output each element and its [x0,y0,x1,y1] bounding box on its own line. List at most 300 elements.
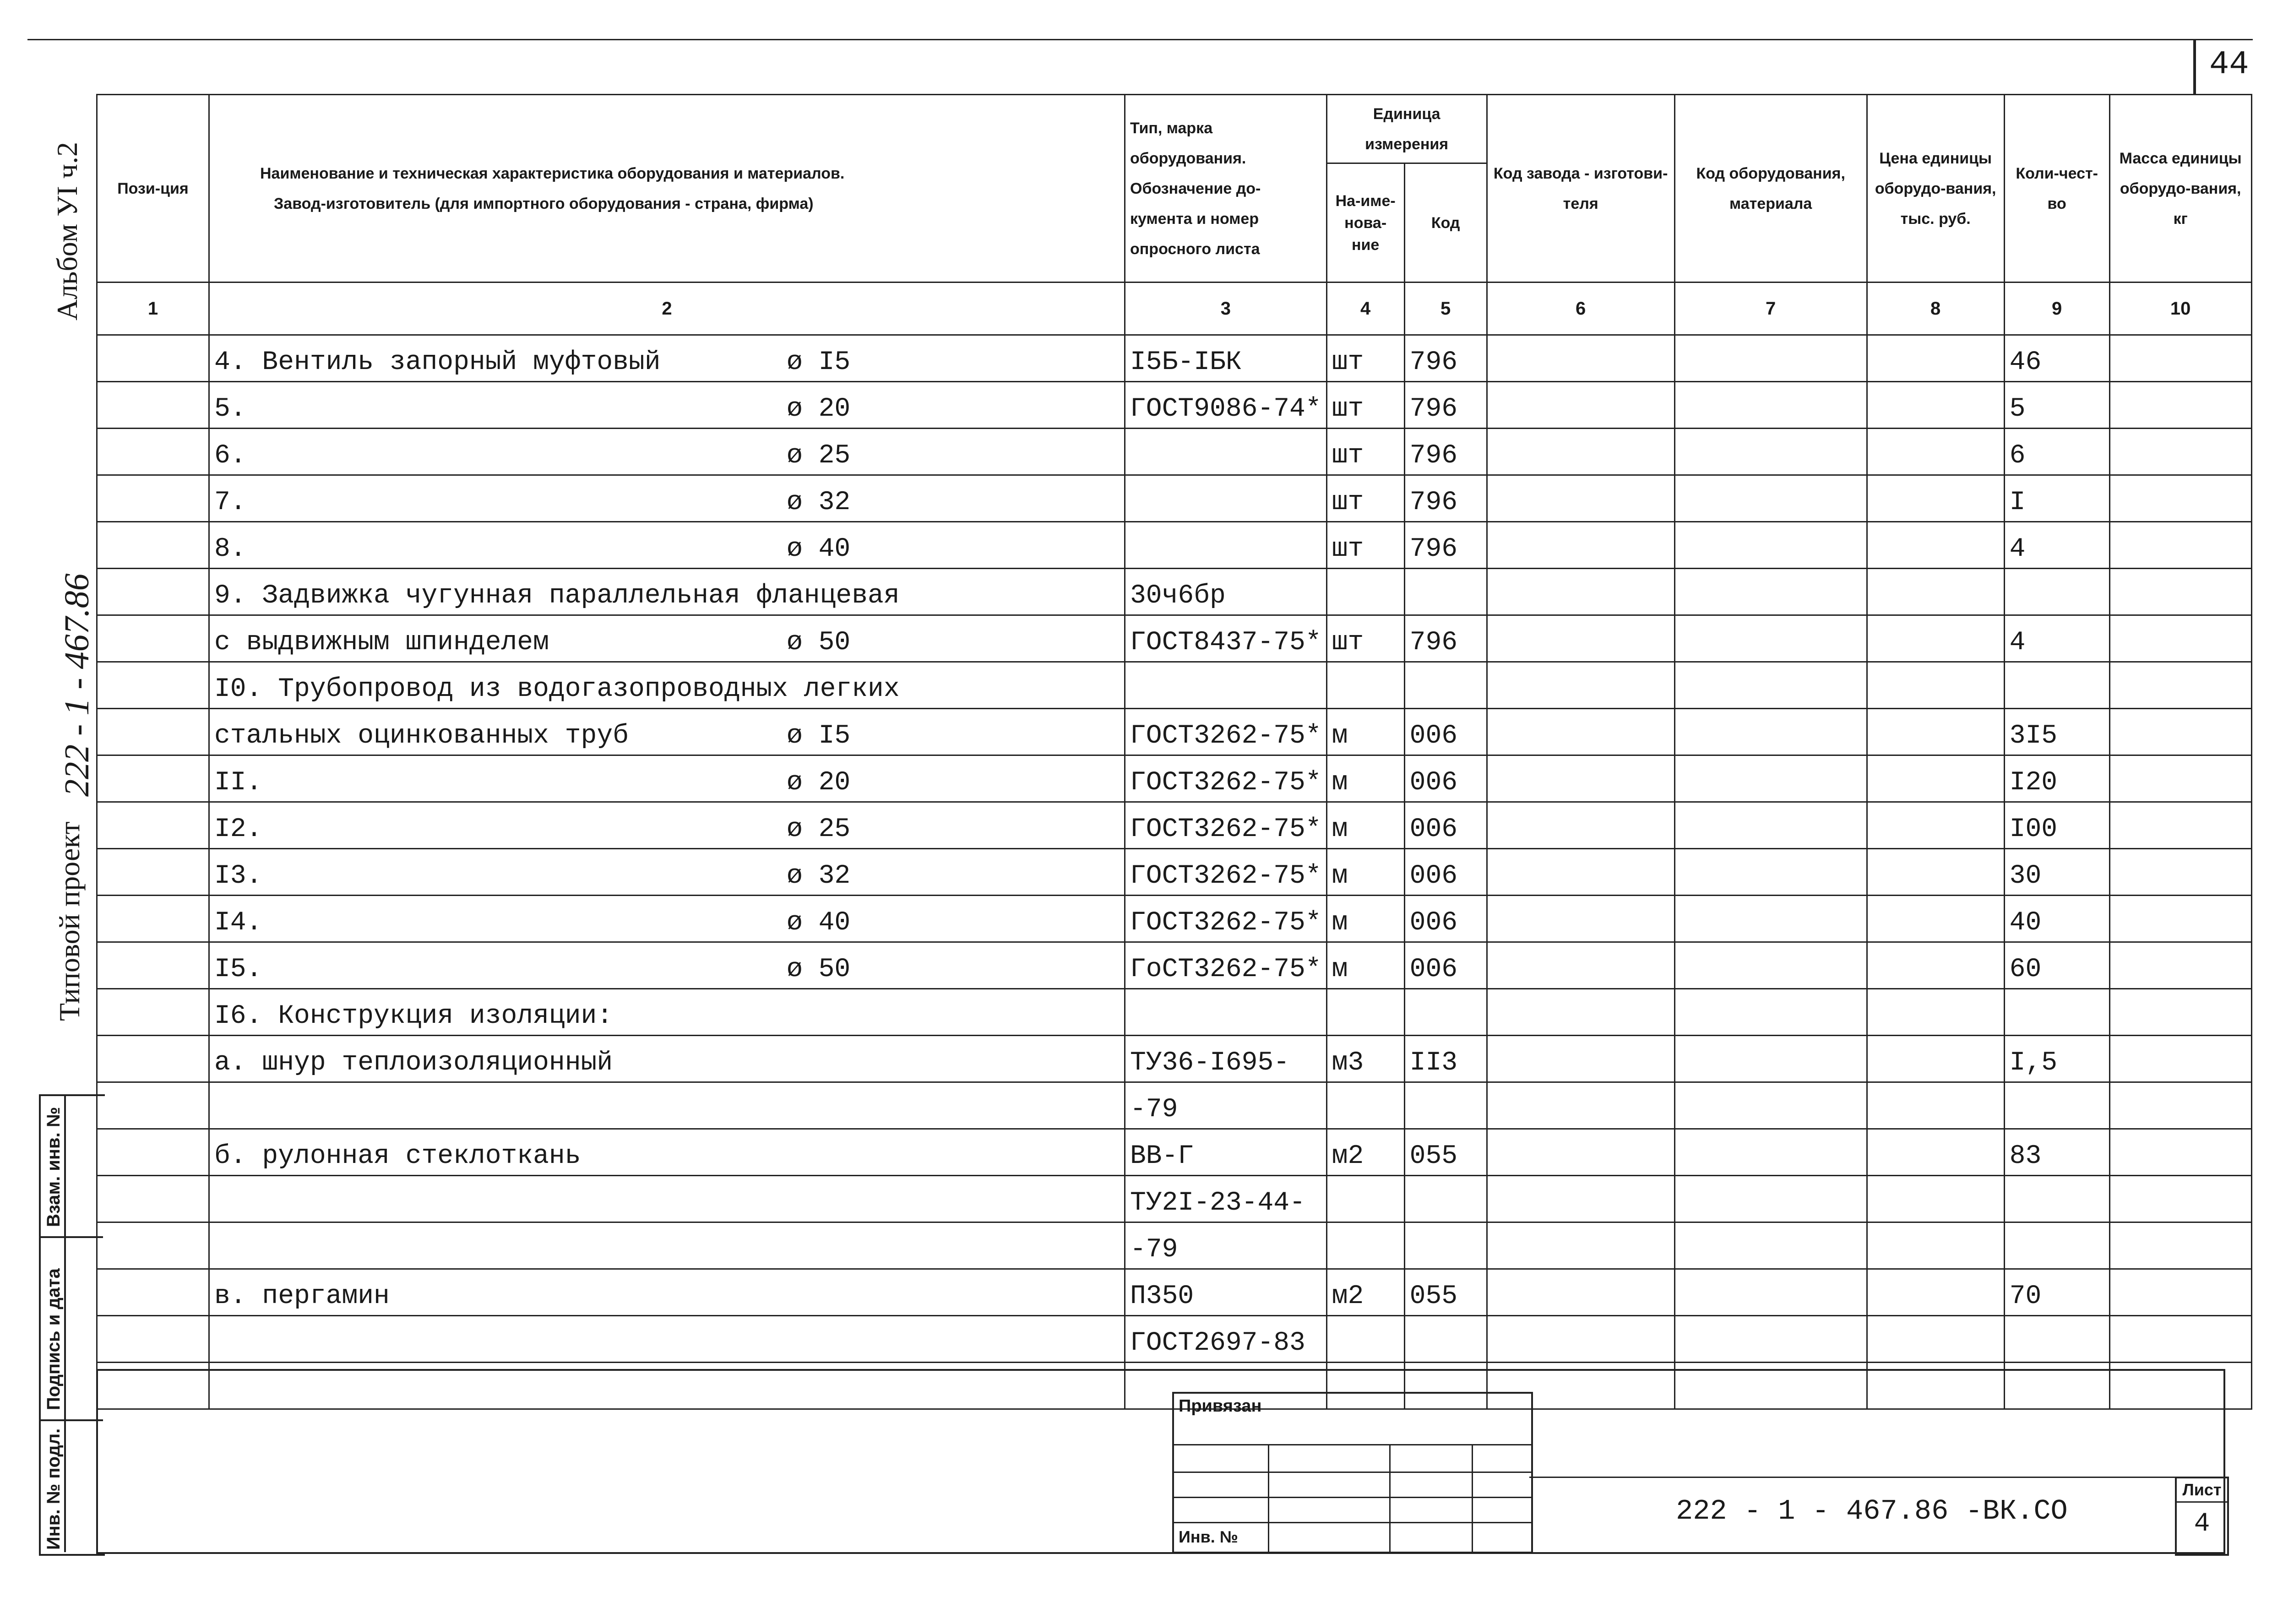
item-type: ТУ36-I695- [1125,1036,1327,1082]
item-type: I5Б-IБК [1125,335,1327,382]
item-unit: м [1326,755,1404,802]
item-name: I0. Трубопровод из водогазопроводных легких [214,674,900,704]
name-cell [209,475,1125,522]
table-cell [1674,849,1867,896]
table-cell [1867,569,2004,615]
page-number: 44 [2209,46,2249,83]
item-unit-code: 796 [1404,615,1487,662]
item-unit: шт [1326,382,1404,429]
table-row [97,662,2252,709]
table-cell [1487,849,1674,896]
table-cell [1674,429,1867,475]
item-name: I5. [214,955,262,984]
item-name: I3. [214,861,262,891]
table-cell [2109,1269,2251,1316]
item-type: ГОСТ3262-75* [1125,709,1327,755]
name-cell [209,755,1125,802]
table-cell [97,1269,209,1316]
item-type: ТУ2I-23-44- [1125,1176,1327,1222]
table-cell [1487,615,1674,662]
table-cell [1487,522,1674,569]
table-cell [97,615,209,662]
item-name: 9. Задвижка чугунная параллельная фланцевая [214,581,900,611]
table-cell [1487,1129,1674,1176]
table-cell [97,1222,209,1269]
item-unit-code: 006 [1404,942,1487,989]
header-equipment-code: Код оборудования, материала [1674,95,1867,282]
item-name: 4. Вентиль запорный муфтовый [214,348,661,377]
item-quantity: I00 [2004,802,2109,849]
item-quantity: 70 [2004,1269,2109,1316]
item-unit-code: 006 [1404,896,1487,942]
table-cell [97,522,209,569]
item-unit-code: 006 [1404,802,1487,849]
project-code-label: 222 - 1 - 467.86 [58,573,96,797]
table-cell [2109,1176,2251,1222]
header-unit: Единица измерения [1326,95,1487,163]
item-unit [1326,1316,1404,1363]
name-cell [209,802,1125,849]
item-unit-code: 006 [1404,755,1487,802]
item-quantity [2004,1222,2109,1269]
table-cell [97,709,209,755]
item-quantity: 30 [2004,849,2109,896]
table-row [97,1316,2252,1363]
name-cell [209,615,1125,662]
col-number: 10 [2109,282,2251,335]
table-cell [97,1176,209,1222]
col-number: 1 [97,282,209,335]
table-cell [97,1036,209,1082]
item-unit [1326,569,1404,615]
margin-stamp-divider [64,1094,66,1552]
table-cell [1674,1222,1867,1269]
table-cell [1674,1269,1867,1316]
table-cell [1487,802,1674,849]
stamp-signature-date: Подпись и дата [43,1268,64,1410]
item-unit: м [1326,896,1404,942]
item-unit-code: 796 [1404,382,1487,429]
sheet-box [2175,1477,2229,1556]
table-cell [2109,1082,2251,1129]
item-unit-code: 055 [1404,1129,1487,1176]
table-cell [2109,802,2251,849]
item-name: б. рулонная стеклоткань [214,1141,581,1171]
table-cell [2109,989,2251,1036]
grid-line [1174,1497,1531,1498]
table-cell [97,382,209,429]
item-name: стальных оцинкованных труб [214,721,629,751]
table-cell [1487,1222,1674,1269]
table-cell [97,755,209,802]
table-row [97,615,2252,662]
item-name: 6. [214,441,246,471]
privyazan-block [1172,1392,1533,1553]
stamp-replace-inv: Взам. инв. № [43,1107,64,1227]
table-cell [97,989,209,1036]
item-quantity [2004,1082,2109,1129]
col-number: 4 [1326,282,1404,335]
table-cell [97,1129,209,1176]
item-unit [1326,1176,1404,1222]
table-cell [1674,709,1867,755]
table-cell [1487,1316,1674,1363]
item-diameter: ø 50 [787,955,851,984]
col-number: 7 [1674,282,1867,335]
item-quantity: 6 [2004,429,2109,475]
grid-line [1472,1444,1473,1552]
grid-line [1174,1444,1531,1445]
table-cell [2109,662,2251,709]
item-quantity: 46 [2004,335,2109,382]
item-unit [1326,662,1404,709]
item-unit [1326,1082,1404,1129]
item-diameter: ø I5 [787,721,851,751]
header-price: Цена единицы оборудо-вания, тыс. руб. [1867,95,2004,282]
item-type: 30ч6бр [1125,569,1327,615]
table-cell [1674,615,1867,662]
table-cell [97,942,209,989]
table-cell [1867,662,2004,709]
item-type: ГОСТ2697-83 [1125,1316,1327,1363]
table-cell [1674,662,1867,709]
table-cell [1487,335,1674,382]
name-cell [209,1082,1125,1129]
table-cell [97,802,209,849]
table-cell [1867,615,2004,662]
name-cell [209,896,1125,942]
item-unit-code: 006 [1404,709,1487,755]
table-cell [2109,429,2251,475]
title-block-line [1529,1477,2175,1478]
table-cell [1674,522,1867,569]
table-cell [1867,989,2004,1036]
item-type: ГОСТ3262-75* [1125,849,1327,896]
privyazan-label: Привязан [1179,1396,1262,1416]
table-cell [2109,849,2251,896]
table-cell [97,569,209,615]
table-row [97,1222,2252,1269]
sheet-label: Лист [2177,1478,2227,1503]
item-name: 7. [214,488,246,517]
top-border-line [27,39,2253,40]
item-quantity: 40 [2004,896,2109,942]
name-cell [209,709,1125,755]
table-cell [1487,429,1674,475]
table-row [97,429,2252,475]
item-unit-code: 796 [1404,429,1487,475]
table-cell [1674,382,1867,429]
table-cell [1487,475,1674,522]
header-mass: Масса единицы оборудо-вания, кг [2109,95,2251,282]
sheet-number: 4 [2194,1509,2210,1539]
item-unit: шт [1326,522,1404,569]
table-cell [97,429,209,475]
table-row [97,1129,2252,1176]
table-cell [2109,896,2251,942]
item-name: II. [214,768,262,798]
table-row [97,849,2252,896]
name-cell [209,942,1125,989]
table-row [97,942,2252,989]
item-type: ГОСТ9086-74* [1125,382,1327,429]
item-unit: м2 [1326,1269,1404,1316]
stamp-separator [39,1419,103,1421]
name-cell [209,429,1125,475]
item-unit-code [1404,569,1487,615]
table-cell [1674,896,1867,942]
table-cell [1674,989,1867,1036]
item-name: I4. [214,908,262,938]
table-cell [1487,1269,1674,1316]
table-cell [1674,1316,1867,1363]
item-diameter: ø 20 [787,394,851,424]
table-cell [1487,1082,1674,1129]
table-cell [1867,1269,2004,1316]
name-cell [209,335,1125,382]
table-cell [1674,475,1867,522]
table-cell [1487,709,1674,755]
item-name: 8. [214,534,246,564]
item-name: а. шнур теплоизоляционный [214,1048,613,1078]
item-unit-code: 796 [1404,522,1487,569]
inv-number-label: Инв. № [1179,1527,1238,1546]
item-name: 5. [214,394,246,424]
item-unit-code [1404,1316,1487,1363]
table-row [97,802,2252,849]
item-quantity: 60 [2004,942,2109,989]
item-unit [1326,1222,1404,1269]
item-type [1125,429,1327,475]
item-quantity [2004,1316,2109,1363]
grid-line [1268,1444,1269,1552]
table-cell [1867,1176,2004,1222]
document-number: 222 - 1 - 467.86 -ВК.СО [1676,1495,2068,1527]
table-cell [97,1082,209,1129]
item-quantity [2004,662,2109,709]
table-cell [1674,1036,1867,1082]
item-diameter: ø 50 [787,628,851,657]
table-cell [1487,569,1674,615]
header-quantity: Коли-чест-во [2004,95,2109,282]
table-cell [1674,1082,1867,1129]
item-quantity: 3I5 [2004,709,2109,755]
table-cell [1867,429,2004,475]
table-cell [1487,896,1674,942]
item-quantity [2004,569,2109,615]
col-number: 8 [1867,282,2004,335]
col-number: 3 [1125,282,1327,335]
name-cell [209,989,1125,1036]
table-row [97,709,2252,755]
table-cell [1674,1176,1867,1222]
name-cell [209,1176,1125,1222]
item-type [1125,662,1327,709]
table-cell [1867,896,2004,942]
table-row [97,896,2252,942]
table-cell [97,1316,209,1363]
item-quantity: 83 [2004,1129,2109,1176]
table-cell [1867,755,2004,802]
item-diameter: ø 32 [787,488,851,517]
item-unit-code [1404,1222,1487,1269]
album-label: Альбом УІ ч.2 [51,142,83,320]
table-cell [2109,1222,2251,1269]
item-diameter: ø 40 [787,534,851,564]
col-number: 9 [2004,282,2109,335]
item-unit: м [1326,942,1404,989]
item-unit-code [1404,1082,1487,1129]
table-cell [1674,802,1867,849]
table-cell [1867,522,2004,569]
item-quantity: 4 [2004,522,2109,569]
table-cell [2109,1316,2251,1363]
table-row [97,335,2252,382]
table-cell [97,662,209,709]
table-cell [1867,1316,2004,1363]
item-name: в. пергамин [214,1282,390,1311]
name-cell [209,382,1125,429]
name-cell [209,1129,1125,1176]
item-type: ГОСТ3262-75* [1125,755,1327,802]
name-cell [209,662,1125,709]
table-row [97,755,2252,802]
table-cell [1867,335,2004,382]
item-unit: м [1326,802,1404,849]
name-cell [209,522,1125,569]
item-diameter: ø I5 [787,348,851,377]
header-position: Пози-ция [97,95,209,282]
col-number: 2 [209,282,1125,335]
table-cell [2109,335,2251,382]
name-cell [209,1036,1125,1082]
item-quantity: I,5 [2004,1036,2109,1082]
table-cell [97,475,209,522]
item-quantity [2004,1176,2109,1222]
table-cell [1867,849,2004,896]
table-cell [1867,1129,2004,1176]
specification-table [96,94,2252,1410]
table-row [97,522,2252,569]
table-row [97,989,2252,1036]
footer-bottom-line [96,1552,2225,1554]
table-cell [2109,382,2251,429]
table-cell [1867,942,2004,989]
item-type: ГОСТ3262-75* [1125,896,1327,942]
table-cell [1487,1036,1674,1082]
item-quantity [2004,989,2109,1036]
item-type [1125,989,1327,1036]
stamp-separator [39,1236,103,1238]
item-unit-code [1404,662,1487,709]
header-type: Тип, марка оборудования. Обозначение до-кумента и номер опросного листа [1125,95,1327,282]
table-cell [2109,522,2251,569]
grid-line [1389,1444,1391,1552]
item-diameter: ø 40 [787,908,851,938]
item-unit: шт [1326,615,1404,662]
table-cell [1487,662,1674,709]
item-type: ГоСТ3262-75* [1125,942,1327,989]
item-type [1125,475,1327,522]
table-row [97,1269,2252,1316]
item-quantity: 5 [2004,382,2109,429]
table-cell [1487,942,1674,989]
grid-line [1174,1472,1531,1473]
table-cell [97,335,209,382]
item-unit-code: II3 [1404,1036,1487,1082]
item-type [1125,522,1327,569]
table-cell [1867,802,2004,849]
item-unit: м [1326,849,1404,896]
item-type: -79 [1125,1222,1327,1269]
footer-top-line [96,1369,2225,1371]
project-type-label: Типовой проект [53,821,86,1021]
name-cell [209,1269,1125,1316]
col-number: 5 [1404,282,1487,335]
table-cell [1487,989,1674,1036]
table-cell [1867,1036,2004,1082]
page-number-divider [2193,39,2196,94]
footer-left-line [96,1369,98,1554]
table-cell [2109,1036,2251,1082]
item-name: I2. [214,815,262,844]
item-quantity: I20 [2004,755,2109,802]
item-unit: м [1326,709,1404,755]
table-cell [1487,1176,1674,1222]
table-cell [1674,942,1867,989]
table-row [97,475,2252,522]
header-unit-code: Код [1404,163,1487,282]
name-cell [209,569,1125,615]
item-quantity: I [2004,475,2109,522]
grid-line [1174,1522,1531,1523]
table-row [97,1082,2252,1129]
header-name: Наименование и техническая характеристика оборудования и материалов. Завод-изготовитель (для импортного оборудования - страна, фирма) [209,95,1125,282]
item-unit: шт [1326,335,1404,382]
item-diameter: ø 20 [787,768,851,798]
table-cell [97,849,209,896]
table-cell [1674,569,1867,615]
item-unit: шт [1326,429,1404,475]
item-unit [1326,989,1404,1036]
table-cell [1867,1222,2004,1269]
name-cell [209,1316,1125,1363]
stamp-original-inv: Инв. № подл. [43,1428,64,1550]
item-unit-code: 055 [1404,1269,1487,1316]
table-cell [1867,475,2004,522]
item-unit-code: 796 [1404,475,1487,522]
table-cell [1674,1129,1867,1176]
table-cell [1487,755,1674,802]
table-cell [1867,709,2004,755]
item-quantity: 4 [2004,615,2109,662]
item-name: I6. Конструкция изоляции: [214,1001,613,1031]
table-cell [97,896,209,942]
item-unit: м3 [1326,1036,1404,1082]
item-type: -79 [1125,1082,1327,1129]
table-cell [2109,709,2251,755]
table-cell [1487,382,1674,429]
table-cell [2109,569,2251,615]
item-type: ВВ-Г [1125,1129,1327,1176]
item-type: ГОСТ8437-75* [1125,615,1327,662]
item-unit-code: 006 [1404,849,1487,896]
item-diameter: ø 25 [787,815,851,844]
table-row [97,382,2252,429]
table-cell [1674,755,1867,802]
table-cell [1867,1082,2004,1129]
item-unit: шт [1326,475,1404,522]
